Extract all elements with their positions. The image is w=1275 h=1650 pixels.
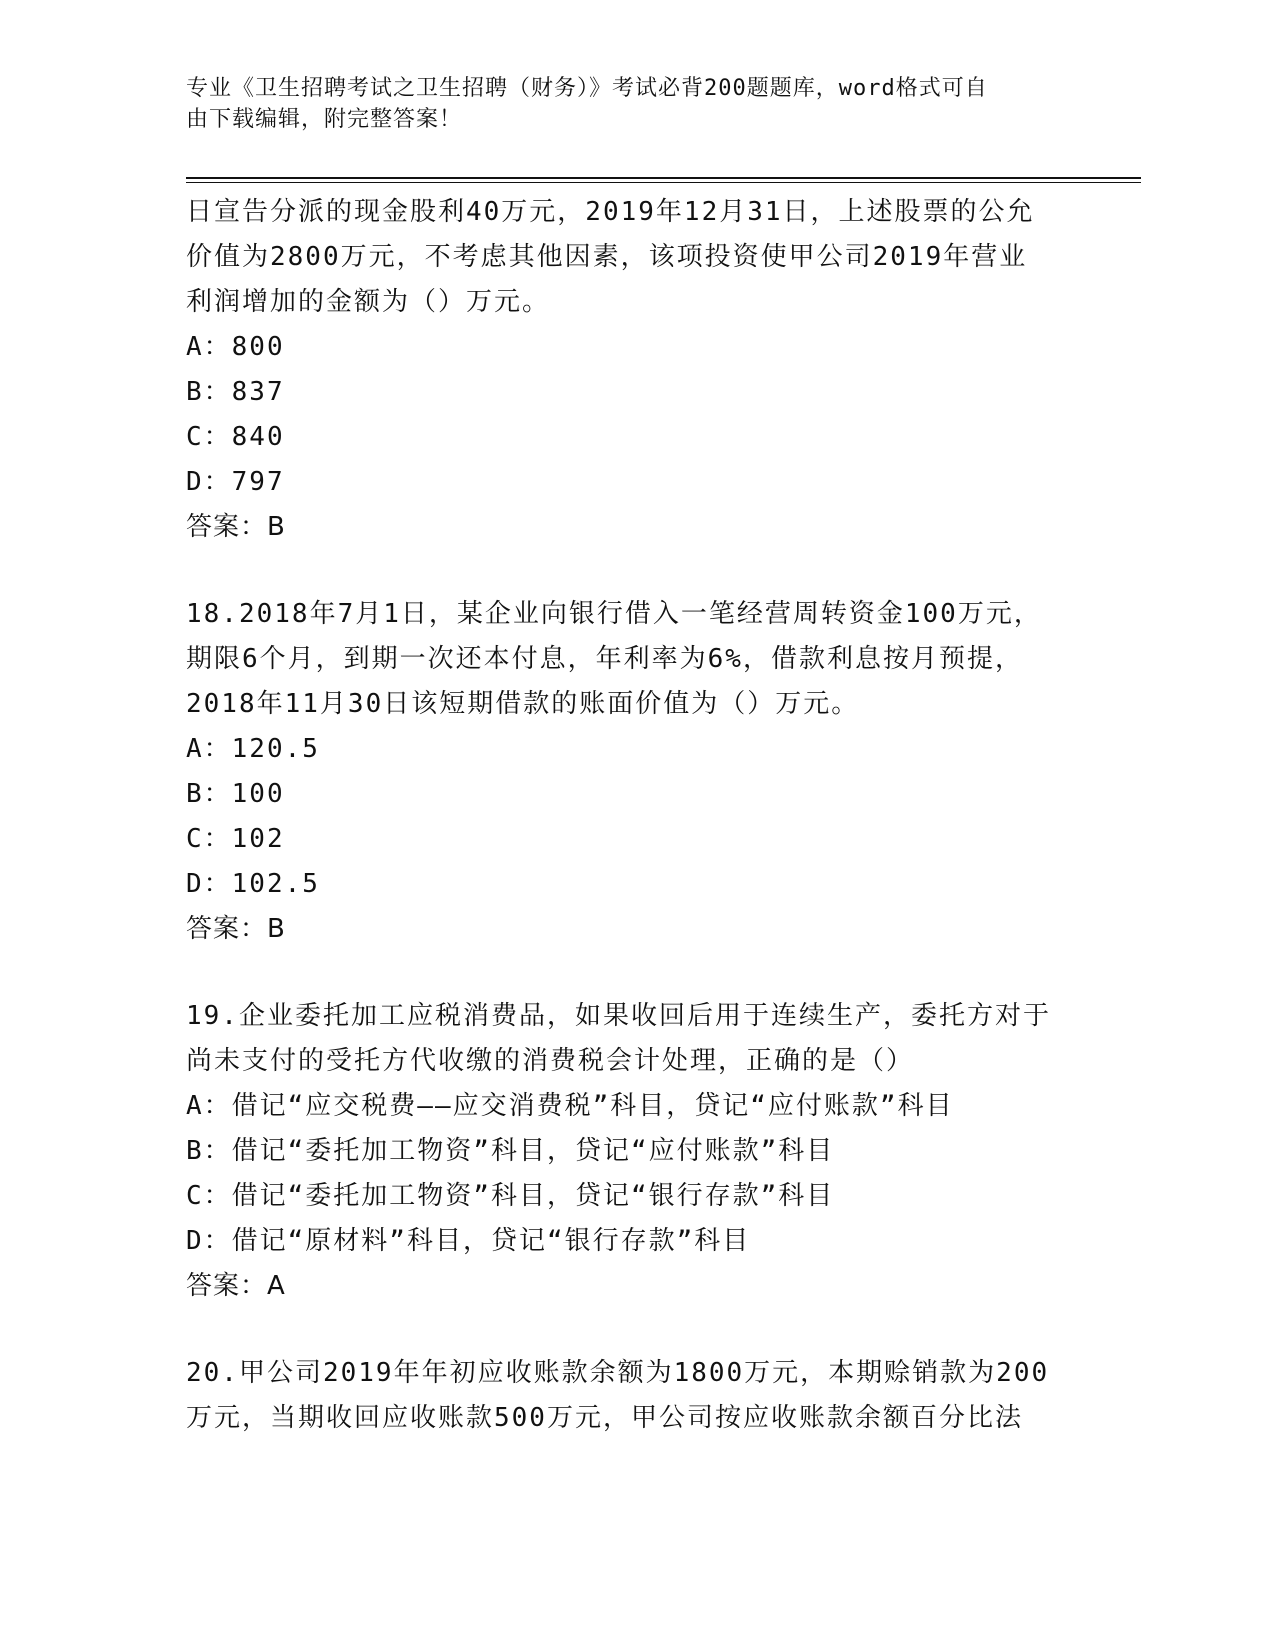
document-body [186, 190, 1106, 1441]
option-b: B：837 [186, 377, 285, 407]
question-19 [186, 994, 1106, 1309]
option-a: A：120.5 [186, 734, 320, 764]
header-line-1: 专业《卫生招聘考试之卫生招聘（财务）》考试必背200题题库，word格式可自 [186, 76, 988, 101]
question-stem-line: 20.甲公司2019年年初应收账款余额为1800万元，本期赊销款为200 [186, 1358, 1050, 1388]
option-d: D：102.5 [186, 869, 320, 899]
answer: 答案：A [186, 1271, 286, 1301]
option-a: A：借记“应交税费——应交消费税”科目，贷记“应付账款”科目 [186, 1091, 954, 1121]
question-20 [186, 1351, 1106, 1441]
option-a: A：800 [186, 332, 285, 362]
question-17 [186, 190, 1106, 550]
option-d: D：797 [186, 467, 285, 497]
header-divider-thin [186, 182, 1141, 183]
header-line-2: 由下载编辑，附完整答案！ [186, 107, 463, 132]
option-c: C：102 [186, 824, 285, 854]
header-divider-thick [186, 177, 1141, 179]
option-b: B：100 [186, 779, 285, 809]
question-stem-line: 18.2018年7月1日，某企业向银行借入一笔经营周转资金100万元， [186, 599, 1042, 629]
option-b: B：借记“委托加工物资”科目，贷记“应付账款”科目 [186, 1136, 835, 1166]
question-stem-line: 2018年11月30日该短期借款的账面价值为（）万元。 [186, 689, 860, 719]
option-c: C：840 [186, 422, 285, 452]
answer: 答案：B [186, 914, 286, 944]
option-d: D：借记“原材料”科目，贷记“银行存款”科目 [186, 1226, 751, 1256]
question-stem-line: 价值为2800万元，不考虑其他因素，该项投资使甲公司2019年营业 [186, 242, 1028, 272]
question-18 [186, 592, 1106, 952]
question-stem-line: 期限6个月，到期一次还本付息，年利率为6%，借款利息按月预提， [186, 644, 1023, 674]
question-stem-line: 尚未支付的受托方代收缴的消费税会计处理，正确的是（） [186, 1046, 915, 1076]
question-stem-line: 万元，当期收回应收账款500万元，甲公司按应收账款余额百分比法 [186, 1403, 1023, 1433]
document-header [186, 73, 1066, 135]
question-stem-line: 利润增加的金额为（）万元。 [186, 287, 551, 317]
answer: 答案：B [186, 512, 286, 542]
option-c: C：借记“委托加工物资”科目，贷记“银行存款”科目 [186, 1181, 835, 1211]
question-stem-line: 19.企业委托加工应税消费品，如果收回后用于连续生产，委托方对于 [186, 1001, 1051, 1031]
question-stem-line: 日宣告分派的现金股利40万元，2019年12月31日，上述股票的公允 [186, 197, 1035, 227]
